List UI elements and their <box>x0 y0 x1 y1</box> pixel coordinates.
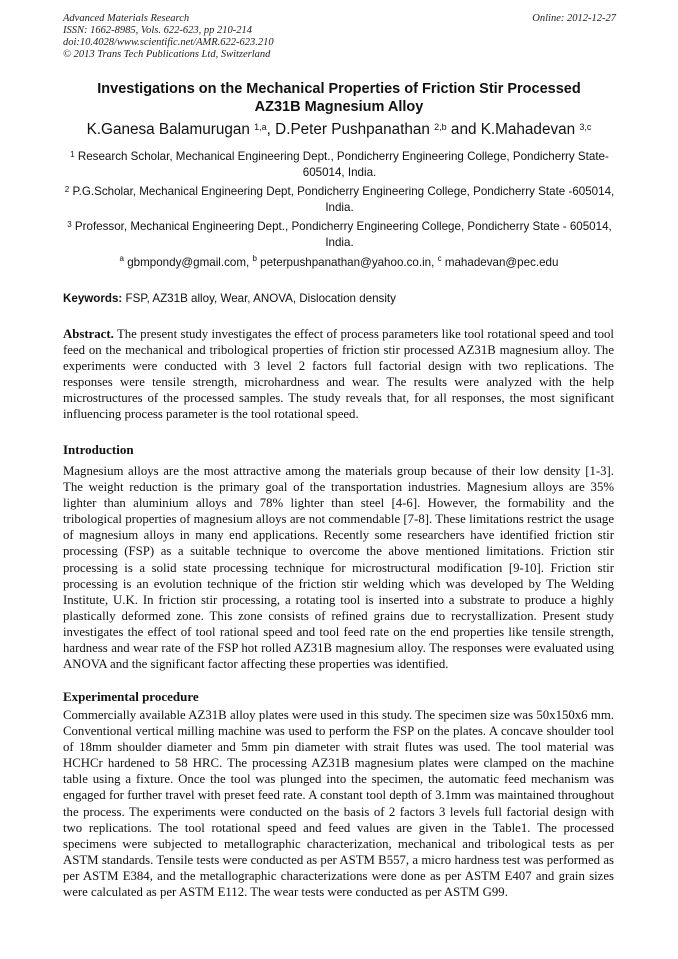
email-b[interactable]: peterpushpanathan@yahoo.co.in <box>260 256 432 269</box>
author-1: K.Ganesa Balamurugan <box>86 121 250 138</box>
title-line-2: AZ31B Magnesium Alloy <box>254 99 424 115</box>
author-separator-2: and <box>446 121 481 138</box>
email-c[interactable]: mahadevan@pec.edu <box>444 256 559 269</box>
abstract-label: Abstract. <box>63 327 114 341</box>
email-separator-2: , <box>431 256 438 269</box>
keywords <box>63 292 623 305</box>
abstract-text: The present study investigates the effect of process parameters like tool rotational speed and tool feed on the mechanical and tribological properties of friction stir processed AZ31B magnesium alloy. The experiments were conducted with 3 level 2 factors full factorial design with two replications. The responses were tensile strength, microhardness and wear. The results were analyzed with the help microstructures of the processed samples. The study reveals that, for all responses, the most significant influencing process parameter is the tool rotational speed. <box>63 327 614 422</box>
affiliation-3 <box>63 219 616 251</box>
affiliation-2-text: P.G.Scholar, Mechanical Engineering Dept, Pondicherry Engineering College, Pondicherry State -605014, India. <box>72 185 615 214</box>
issn-line[interactable]: ISSN: 1662-8985, Vols. 622-623, pp 210-214 <box>63 25 252 36</box>
abstract <box>63 326 614 423</box>
author-3: K.Mahadevan <box>480 121 576 138</box>
email-a[interactable]: gbmpondy@gmail.com <box>127 256 246 269</box>
affiliation-1-text: Research Scholar, Mechanical Engineering Dept., Pondicherry Engineering College, Pondicherry State- 605014, India. <box>77 150 609 179</box>
introduction-text: Magnesium alloys are the most attractive among the materials group because of their low density [1-3]. The weight reduction is the primary goal of the transportation industries. Magnesium alloys are 35% lighter than aluminium alloys and 78% lighter than steel [4-6]. However, the formability and the tribological properties of magnesium alloys are not commendable [7-8]. These limitations restrict the usage of magnesium alloys in many end applications. Recently some researchers have identified friction stir processing (FSP) as a suitable technique to overcome the above mentioned limitations. Friction stir processing is a solid state processing technique for microstructural modification [9-10]. Friction stir processing is an evolution technique of the friction stir welding which was developed by The Welding Institute, U.K. In friction stir processing, a rotating tool is inserted into a substrate to produce a highly plastically deformed zone. This zone consists of refined grains due to recrystallization. Present study investigates the effect of tool rational speed and tool feed rate on the end properties like tensile strength, hardness and wear rate of the FSP hot rolled AZ31B magnesium alloy. The responses were evaluated using ANOVA and the significant factor affecting these properties was identified. <box>63 464 614 672</box>
journal-name: Advanced Materials Research <box>63 13 190 24</box>
keywords-label: Keywords: <box>63 292 123 305</box>
experimental-heading: Experimental procedure <box>63 689 199 704</box>
affiliation-2-mark: 2 <box>64 185 70 194</box>
copyright-line: © 2013 Trans Tech Publications Ltd, Switzerland <box>63 49 271 60</box>
affiliation-1 <box>63 149 616 181</box>
author-2: D.Peter Pushpanathan <box>275 121 430 138</box>
doi-line[interactable]: doi:10.4028/www.scientific.net/AMR.622-623.210 <box>63 37 274 48</box>
email-list <box>40 256 638 269</box>
email-c-mark: c <box>437 254 442 263</box>
author-list <box>20 120 658 140</box>
author-separator-1: , <box>266 121 276 138</box>
author-1-marks: 1,a <box>254 122 267 132</box>
email-b-mark: b <box>252 254 257 263</box>
experimental-text: Commercially available AZ31B alloy plates were used in this study. The specimen size was 50x150x6 mm. Conventional vertical milling machine was used to perform the FSP on the plates. A concave shoulder tool of 18mm shoulder diameter and 5mm pin diameter with strait flutes was used. The tool material was HCHCr hardened to 58 HRC. The processing AZ31B magnesium plates were clamped on the machine table using a fixture. Once the tool was plunged into the specimen, the automatic feed mechanism was engaged for further travel with preset feed rate. A constant tool depth of 3.1mm was maintained throughout the process. The experiments were conducted on the basis of 2 factors 3 levels full factorial design with two replications. The tool rotational speed and feed values are given in the Table1. The processed specimens were subjected to metallographic characterization, mechanical and tribological tests as per ASTM standards. Tensile tests were conducted as per ASTM B557, a micro hardness test was performed as per ASTM E384, and the metallographic characterizations were done as per ASTM E407 and grain sizes were calculated as per ASTM E112. The wear tests were conducted as per ASTM G99. <box>63 708 614 900</box>
affiliation-1-mark: 1 <box>70 150 75 159</box>
paper-title <box>40 80 638 116</box>
email-separator-1: , <box>245 256 253 269</box>
author-3-marks: 3,c <box>579 122 592 132</box>
keywords-text: FSP, AZ31B alloy, Wear, ANOVA, Dislocation density <box>125 292 396 305</box>
journal-header <box>63 13 616 61</box>
online-date: Online: 2012-12-27 <box>532 13 616 24</box>
email-a-mark: a <box>119 254 124 263</box>
affiliation-3-mark: 3 <box>67 220 72 229</box>
affiliation-2 <box>63 184 616 216</box>
affiliation-3-text: Professor, Mechanical Engineering Dept., Pondicherry Engineering College, Pondicherry State - 605014, India. <box>74 220 612 249</box>
introduction-heading: Introduction <box>63 442 134 457</box>
title-line-1: Investigations on the Mechanical Properties of Friction Stir Processed <box>97 81 581 97</box>
author-2-marks: 2,b <box>434 122 447 132</box>
